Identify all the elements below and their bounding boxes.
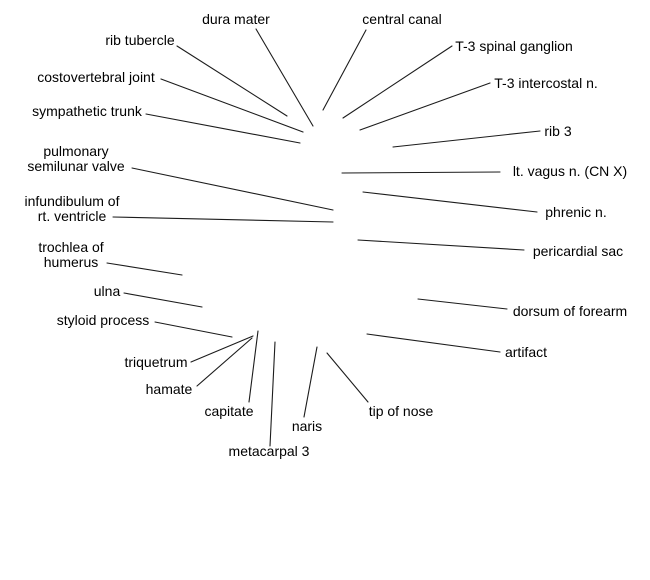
dura-mater-leader-line (256, 29, 313, 126)
ulna-label (94, 283, 121, 299)
triquetrum-label (124, 354, 187, 370)
artifact-label-line-0: artifact (504, 344, 548, 360)
artifact-label (505, 344, 547, 360)
dura-mater-label (202, 11, 270, 27)
infundibulum-of-rt-ventricle-label-line-1: rt. ventricle (37, 208, 107, 224)
metacarpal-3-label (229, 443, 310, 459)
central-canal-label-line-0: central canal (362, 11, 442, 27)
phrenic-n-label-line-0: phrenic n. (545, 204, 607, 220)
lt-vagus-n-cn-x-label (513, 163, 627, 179)
trochlea-of-humerus-label-line-0: trochlea of (38, 239, 104, 255)
pericardial-sac-leader-line (358, 240, 524, 250)
sympathetic-trunk-label-line-0: sympathetic trunk (32, 103, 142, 119)
pericardial-sac-label (533, 243, 623, 259)
dorsum-of-forearm-label-line-0: dorsum of forearm (512, 303, 628, 319)
pulmonary-semilunar-valve-label-line-0: pulmonary (43, 143, 109, 159)
central-canal-leader-line (323, 30, 366, 110)
costovertebral-joint-label-line-0: costovertebral joint (37, 69, 155, 85)
t3-intercostal-n-label (494, 75, 598, 91)
phrenic-n-leader-line (363, 192, 537, 212)
lt-vagus-n-cn-x-leader-line (342, 172, 500, 173)
metacarpal-3-label-line-0: metacarpal 3 (228, 443, 310, 459)
artifact-leader-line (367, 334, 500, 352)
central-canal-label (362, 11, 441, 27)
styloid-process-label (57, 312, 150, 328)
rib-3-label-line-0: rib 3 (544, 123, 572, 139)
dorsum-of-forearm-label (513, 303, 627, 319)
capitate-leader-line (249, 331, 258, 402)
trochlea-of-humerus-label-line-1: humerus (43, 254, 99, 270)
t3-intercostal-n-leader-line (360, 83, 490, 130)
dura-mater-label-line-0: dura mater (202, 11, 270, 27)
costovertebral-joint-leader-line (161, 79, 303, 132)
hamate-leader-line (197, 338, 252, 386)
triquetrum-label-line-0: triquetrum (124, 354, 188, 370)
tip-of-nose-leader-line (327, 353, 368, 402)
pericardial-sac-label-line-0: pericardial sac (532, 243, 624, 259)
rib-3-label (544, 123, 571, 139)
capitate-label-line-0: capitate (204, 403, 254, 419)
naris-label (292, 418, 322, 434)
infundibulum-of-rt-ventricle-label-line-0: infundibulum of (24, 193, 120, 209)
styloid-process-label-line-0: styloid process (56, 312, 150, 328)
ulna-label-line-0: ulna (93, 283, 121, 299)
tip-of-nose-label (369, 403, 434, 419)
lt-vagus-n-cn-x-label-line-0: lt. vagus n. (CN X) (512, 163, 628, 179)
sympathetic-trunk-label (32, 103, 143, 119)
phrenic-n-label (545, 204, 606, 220)
t3-spinal-ganglion-label-line-0: T-3 spinal ganglion (455, 38, 573, 54)
infundibulum-of-rt-ventricle-label (25, 193, 120, 224)
triquetrum-leader-line (191, 336, 253, 362)
rib-tubercle-label (105, 32, 174, 48)
dorsum-of-forearm-leader-line (418, 299, 507, 309)
pulmonary-semilunar-valve-label (27, 143, 124, 174)
naris-label-line-0: naris (291, 418, 323, 434)
t3-spinal-ganglion-label (455, 38, 573, 54)
hamate-label (146, 381, 193, 397)
hamate-label-line-0: hamate (145, 381, 193, 397)
costovertebral-joint-label (37, 69, 155, 85)
infundibulum-of-rt-ventricle-leader-line (113, 217, 333, 222)
capitate-label (204, 403, 253, 419)
ulna-leader-line (124, 293, 202, 307)
styloid-process-leader-line (155, 322, 232, 337)
tip-of-nose-label-line-0: tip of nose (368, 403, 434, 419)
sympathetic-trunk-leader-line (146, 114, 300, 143)
metacarpal-3-leader-line (270, 342, 275, 446)
trochlea-of-humerus-label (38, 239, 103, 270)
trochlea-of-humerus-leader-line (107, 263, 182, 275)
rib-3-leader-line (393, 131, 540, 147)
t3-intercostal-n-label-line-0: T-3 intercostal n. (494, 75, 598, 91)
pulmonary-semilunar-valve-leader-line (132, 168, 333, 210)
rib-tubercle-label-line-0: rib tubercle (105, 32, 175, 48)
pulmonary-semilunar-valve-label-line-1: semilunar valve (27, 158, 125, 174)
naris-leader-line (304, 347, 317, 417)
t3-spinal-ganglion-leader-line (343, 46, 452, 118)
